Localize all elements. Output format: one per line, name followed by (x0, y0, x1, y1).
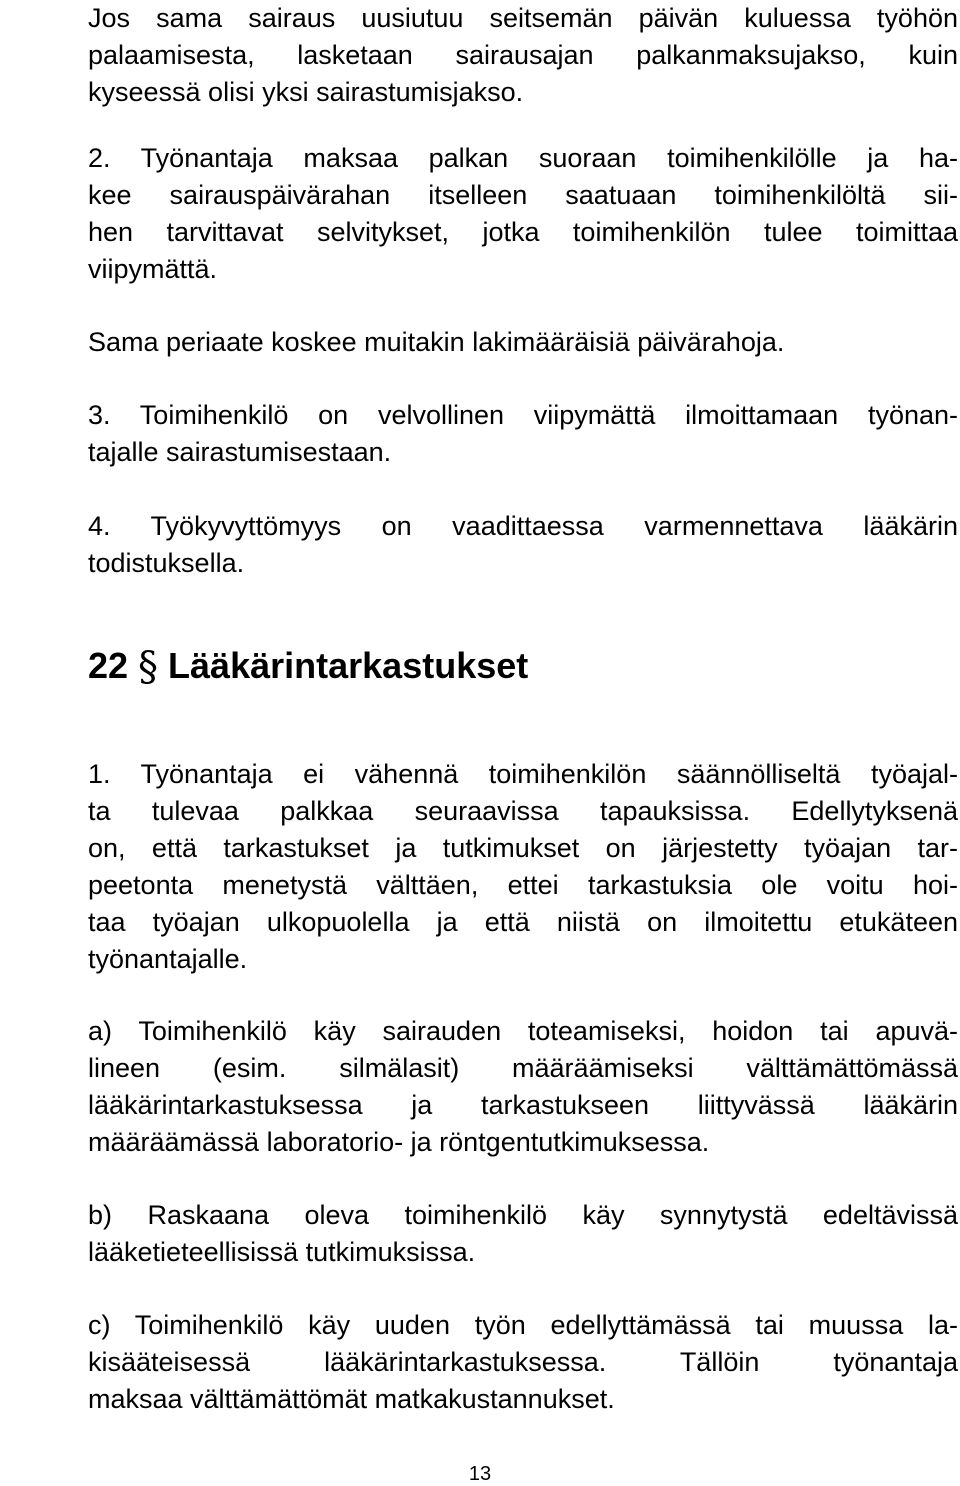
section-number: 22 (88, 645, 129, 686)
text-line: on, että tarkastukset ja tutkimukset on järjestetty työajan tar- (88, 833, 958, 863)
text-line: 4. Työkyvyttömyys on vaadittaessa varmennettava lääkärin (88, 511, 958, 541)
text-line: lääkärintarkastuksessa ja tarkastukseen liittyvässä lääkärin (88, 1090, 958, 1120)
text-line: b) Raskaana oleva toimihenkilö käy synnytystä edeltävissä (88, 1200, 958, 1230)
text-line: Jos sama sairaus uusiutuu seitsemän päivän kuluessa työhön (88, 3, 958, 33)
paragraph-item-4 (88, 508, 958, 582)
page-number: 13 (468, 1463, 492, 1485)
paragraph-case-c (88, 1307, 958, 1418)
paragraph-same-principle (88, 324, 958, 361)
paragraph-item-3 (88, 397, 958, 471)
text-line: 3. Toimihenkilö on velvollinen viipymättä ilmoittamaan työnan- (88, 400, 958, 430)
text-line: lineen (esim. silmälasit) määräämiseksi välttämättömässä (88, 1053, 958, 1083)
text-line: a) Toimihenkilö käy sairauden toteamiseksi, hoidon tai apuvä- (88, 1016, 958, 1046)
text-line: todistuksella. (88, 548, 245, 578)
text-line: kyseessä olisi yksi sairastumisjakso. (88, 77, 524, 107)
section-heading (88, 644, 529, 690)
paragraph-item-2 (88, 140, 958, 288)
text-line: peetonta menetystä välttäen, ettei tarkastuksia ole voitu hoi- (88, 870, 958, 900)
text-line: tajalle sairastumisestaan. (88, 437, 392, 467)
paragraph-case-a (88, 1013, 958, 1161)
paragraph-section-item-1 (88, 756, 958, 978)
text-line: ta tulevaa palkkaa seuraavissa tapauksissa. Edellytyksenä (88, 796, 958, 826)
section-title: Lääkärintarkastukset (168, 645, 529, 686)
text-line: Sama periaate koskee muitakin lakimääräisiä päivärahoja. (88, 327, 785, 357)
text-line: taa työajan ulkopuolella ja että niistä on ilmoitettu etukäteen (88, 907, 958, 937)
text-line: 1. Työnantaja ei vähennä toimihenkilön säännölliseltä työajal- (88, 759, 958, 789)
text-line: kisääteisessä lääkärintarkastuksessa. Tällöin työnantaja (88, 1347, 958, 1377)
text-line: määräämässä laboratorio- ja röntgentutkimuksessa. (88, 1127, 710, 1157)
text-line: hen tarvittavat selvitykset, jotka toimihenkilön tulee toimittaa (88, 217, 958, 247)
text-line: palaamisesta, lasketaan sairausajan palkanmaksujakso, kuin (88, 40, 958, 70)
text-line: lääketieteellisissä tutkimuksissa. (88, 1237, 476, 1267)
text-line: työnantajalle. (88, 944, 248, 974)
paragraph-case-b (88, 1197, 958, 1271)
text-line: 2. Työnantaja maksaa palkan suoraan toimihenkilölle ja ha- (88, 143, 958, 173)
text-line: viipymättä. (88, 254, 218, 284)
section-symbol: § (138, 644, 159, 690)
text-line: kee sairauspäivärahan itselleen saatuaan toimihenkilöltä sii- (88, 180, 958, 210)
paragraph-intro (88, 0, 958, 111)
text-line: maksaa välttämättömät matkakustannukset. (88, 1384, 615, 1414)
text-line: c) Toimihenkilö käy uuden työn edellyttämässä tai muussa la- (88, 1310, 958, 1340)
